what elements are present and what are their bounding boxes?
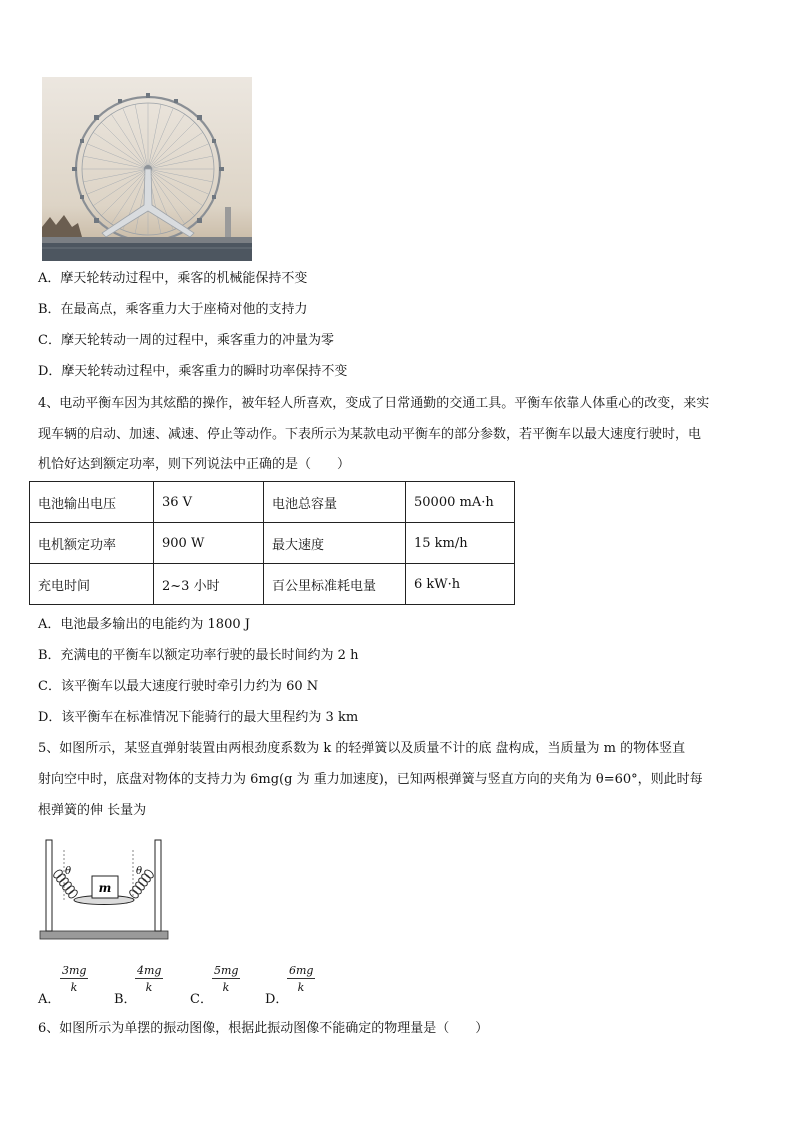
q4-option-a: A．电池最多输出的电能约为 1800 J: [38, 617, 250, 632]
table-cell: 2~3 小时: [154, 564, 264, 605]
q4-stem-line-1: 4、电动平衡车因为其炫酷的操作，被年轻人所喜欢，变成了日常通勤的交通工具。平衡车依靠人体重心的改变，来实: [38, 396, 710, 411]
table-cell: 最大速度: [264, 523, 406, 564]
angle-label-right: θ: [135, 866, 143, 877]
fraction-denominator: k: [297, 981, 305, 994]
q5-option-d-letter: D．: [265, 992, 289, 1007]
q3-option-a: A．摩天轮转动过程中，乘客的机械能保持不变: [38, 271, 308, 286]
table-cell: 36 V: [154, 482, 264, 523]
q3-option-c: C．摩天轮转动一周的过程中，乘客重力的冲量为零: [38, 333, 334, 348]
q5-option-c-letter: C．: [190, 992, 213, 1007]
q5-option-c-fraction: [212, 964, 240, 994]
fraction-numerator: 4mg: [137, 964, 162, 977]
q5-option-a-fraction: [60, 964, 88, 994]
q4-option-b: B．充满电的平衡车以额定功率行驶的最长时间约为 2 h: [38, 648, 359, 663]
table-cell: 15 km/h: [406, 523, 515, 564]
table-cell: 百公里标准耗电量: [264, 564, 406, 605]
spring-launcher-figure: [38, 838, 170, 943]
table-row: [30, 564, 515, 605]
q5-option-b-letter: B．: [114, 992, 137, 1007]
q5-stem-line-1: 5、如图所示，某竖直弹射装置由两根劲度系数为 k 的轻弹簧以及质量不计的底 盘构成，当质量为 m 的物体竖直: [38, 741, 686, 756]
fraction-denominator: k: [145, 981, 153, 994]
table-cell: 50000 mA·h: [406, 482, 515, 523]
q5-option-b-fraction: [135, 964, 163, 994]
q5-stem-line-3: 根弹簧的伸 长量为: [38, 803, 147, 818]
q5-stem-line-2: 射向空中时，底盘对物体的支持力为 6mg(g 为 重力加速度)，已知两根弹簧与竖直方向的夹角为 θ=60°，则此时每: [38, 772, 703, 787]
ferris-wheel-photo: [42, 77, 252, 261]
fraction-denominator: k: [222, 981, 230, 994]
table-row: [30, 482, 515, 523]
table-cell: 900 W: [154, 523, 264, 564]
fraction-numerator: 3mg: [62, 964, 87, 977]
q3-option-d: D．摩天轮转动过程中，乘客重力的瞬时功率保持不变: [38, 364, 348, 379]
fraction-denominator: k: [70, 981, 78, 994]
fraction-numerator: 5mg: [214, 964, 239, 977]
table-cell: 电池总容量: [264, 482, 406, 523]
mass-label: m: [98, 881, 112, 895]
table-cell: 电机额定功率: [30, 523, 154, 564]
table-cell: 电池输出电压: [30, 482, 154, 523]
table-cell: 充电时间: [30, 564, 154, 605]
table-cell: 6 kW·h: [406, 564, 515, 605]
fraction-numerator: 6mg: [289, 964, 314, 977]
angle-label-left: θ: [64, 866, 72, 877]
q4-stem-line-2: 现车辆的启动、加速、减速、停止等动作。下表所示为某款电动平衡车的部分参数，若平衡车以最大速度行驶时，电: [38, 427, 702, 442]
q6-stem: 6、如图所示为单摆的振动图像，根据此振动图像不能确定的物理量是（ ）: [38, 1021, 489, 1036]
q4-stem-line-3: 机恰好达到额定功率，则下列说法中正确的是（ ）: [38, 457, 351, 472]
table-row: [30, 523, 515, 564]
q4-option-d: D．该平衡车在标准情况下能骑行的最大里程约为 3 km: [38, 710, 359, 725]
q5-option-d-fraction: [287, 964, 315, 994]
q4-parameter-table: [29, 481, 515, 605]
q3-option-b: B．在最高点，乘客重力大于座椅对他的支持力: [38, 302, 308, 317]
q5-option-a-letter: A．: [38, 992, 61, 1007]
q4-option-c: C．该平衡车以最大速度行驶时牵引力约为 60 N: [38, 679, 319, 694]
